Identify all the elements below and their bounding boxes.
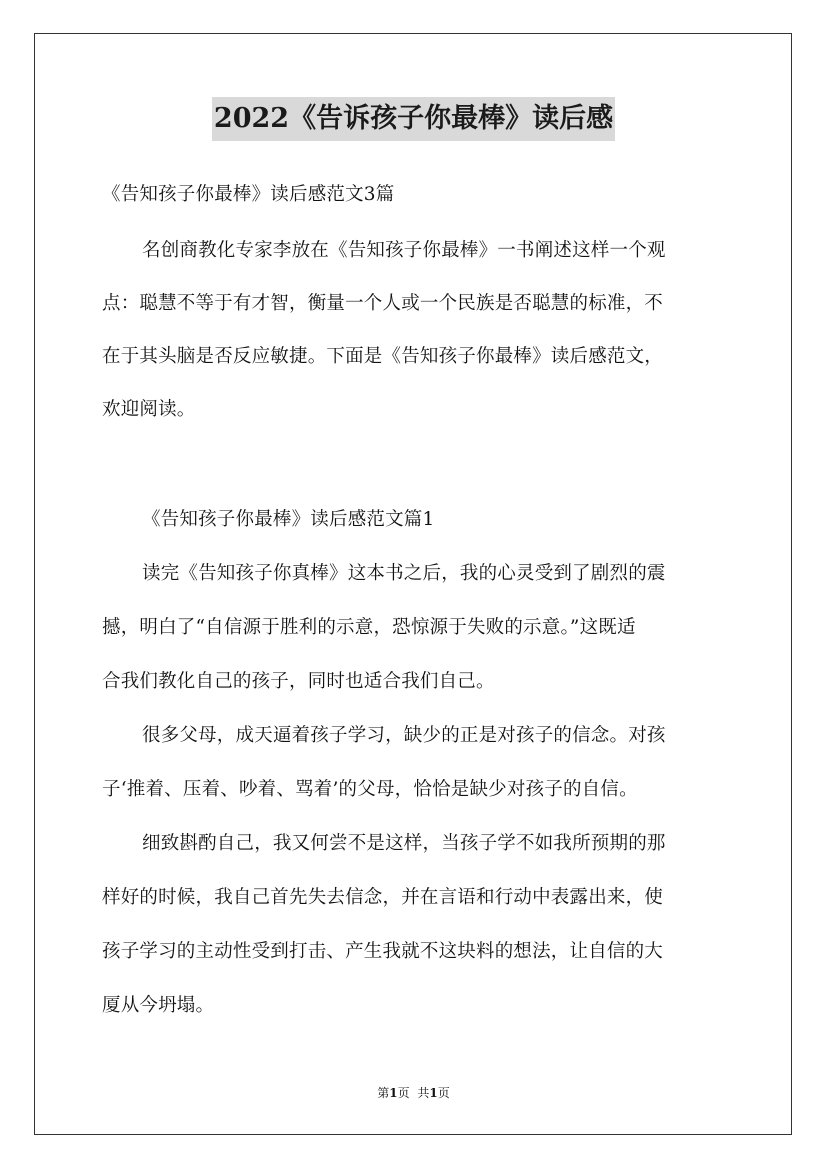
page-number: 1	[389, 1086, 398, 1100]
intro-line-1: 名创商教化专家李放在《告知孩子你最棒》一书阐述这样一个观	[142, 240, 666, 261]
paragraph-3-line-4: 厦从今坍塌。	[102, 995, 215, 1016]
paragraph-1-line-3: 合我们教化自己的孩子，同时也适合我们自己。	[102, 671, 495, 692]
paragraph-1-line-2: 撼，明白了“自信源于胜利的示意，恐惊源于失败的示意。”这既适	[102, 617, 636, 638]
page-suffix: 页	[397, 1086, 410, 1100]
paragraph-1-line-1: 读完《告知孩子你真棒》这本书之后，我的心灵受到了剧烈的震	[142, 563, 666, 584]
paragraph-2-line-1: 很多父母，成天逼着孩子学习，缺少的正是对孩子的信念。对孩	[142, 725, 666, 746]
document-title: 2022《告诉孩子你最棒》读后感	[212, 97, 615, 141]
page-footer	[0, 1084, 827, 1101]
total-suffix: 页	[437, 1086, 450, 1100]
section-heading: 《告知孩子你最棒》读后感范文篇1	[142, 509, 435, 530]
paragraph-3-line-2: 样好的时候，我自己首先失去信念，并在言语和行动中表露出来，使	[102, 887, 664, 908]
intro-line-4: 欢迎阅读。	[102, 399, 196, 420]
paragraph-2-line-2: 子‘推着、压着、吵着、骂着’的父母，恰恰是缺少对孩子的自信。	[102, 779, 638, 800]
title-block	[0, 97, 827, 141]
intro-line-2: 点：聪慧不等于有才智，衡量一个人或一个民族是否聪慧的标准，不	[102, 293, 664, 314]
total-pages: 1	[429, 1086, 438, 1100]
page-prefix: 第	[377, 1086, 390, 1100]
paragraph-3-line-1: 细致斟酌自己，我又何尝不是这样，当孩子学不如我所预期的那	[142, 833, 666, 854]
total-prefix: 共	[417, 1086, 430, 1100]
paragraph-3-line-3: 孩子学习的主动性受到打击、产生我就不这块料的想法，让自信的大	[102, 941, 664, 962]
subtitle: 《告知孩子你最棒》读后感范文3篇	[102, 184, 395, 205]
intro-line-3: 在于其头脑是否反应敏捷。下面是《告知孩子你最棒》读后感范文，	[102, 346, 664, 367]
